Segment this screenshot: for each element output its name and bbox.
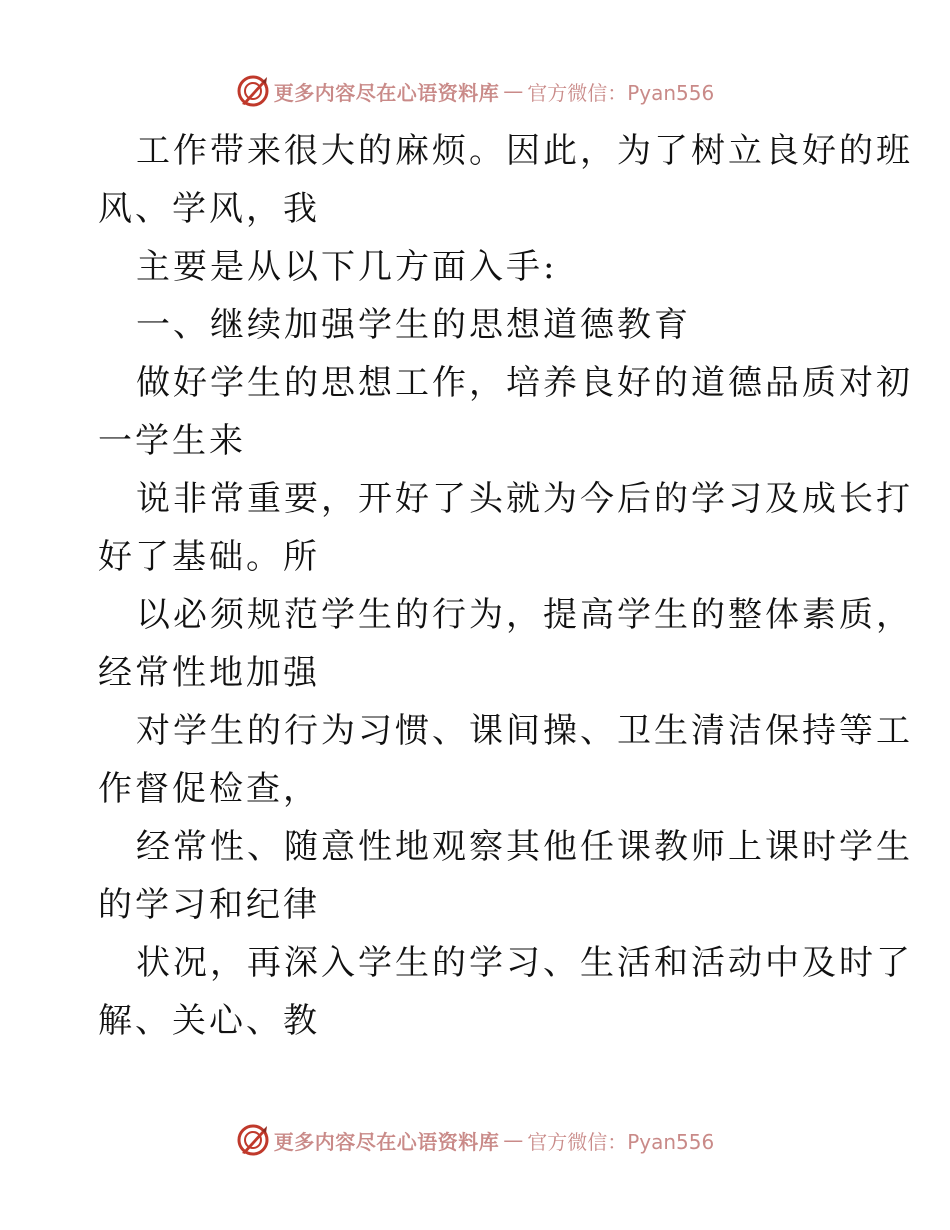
body-line: 对学生的行为习惯、课间操、卫生清洁保持等工 <box>136 711 913 751</box>
body-text <box>98 122 913 1050</box>
footer-banner-inner <box>236 1123 715 1157</box>
body-line: 作督促检查， <box>98 769 320 809</box>
body-line: 说非常重要，开好了头就为今后的学习及成长打 <box>136 479 913 519</box>
body-line: 好了基础。所 <box>98 537 320 577</box>
body-line: 解、关心、教 <box>98 1001 320 1041</box>
body-line: 以必须规范学生的行为，提高学生的整体素质， <box>136 595 913 635</box>
body-line: 一学生来 <box>98 421 246 461</box>
body-line: 做好学生的思想工作，培养良好的道德品质对初 <box>136 363 913 403</box>
quill-logo-icon <box>236 74 270 108</box>
quill-logo-icon <box>236 1123 270 1157</box>
section-heading: 一、继续加强学生的思想道德教育 <box>136 305 691 345</box>
header-banner-inner <box>236 74 715 108</box>
body-line: 经常性、随意性地观察其他任课教师上课时学生 <box>136 827 913 867</box>
footer-separator: — <box>503 1128 524 1152</box>
header-separator: — <box>503 79 524 103</box>
body-line: 主要是从以下几方面入手: <box>136 247 558 287</box>
footer-banner <box>0 1120 950 1160</box>
header-banner <box>0 71 950 111</box>
footer-site-text: 更多内容尽在心语资料库 <box>273 1129 500 1154</box>
body-line: 经常性地加强 <box>98 653 320 693</box>
body-line: 工作带来很大的麻烦。因此，为了树立良好的班 <box>136 131 913 171</box>
body-line: 风、学风，我 <box>98 189 320 229</box>
header-wechat-text: 官方微信：Pyan556 <box>527 80 715 105</box>
footer-wechat-text: 官方微信：Pyan556 <box>527 1129 715 1154</box>
body-line: 状况，再深入学生的学习、生活和活动中及时了 <box>136 943 913 983</box>
header-site-text: 更多内容尽在心语资料库 <box>273 80 500 105</box>
body-line: 的学习和纪律 <box>98 885 320 925</box>
